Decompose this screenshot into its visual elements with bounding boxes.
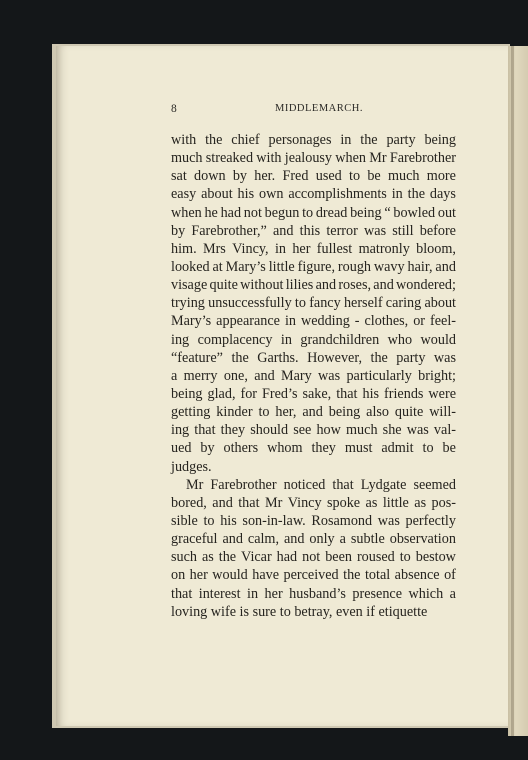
text-line: sible to his son-in-law. Rosamond was perfectly [171, 512, 456, 529]
page-header [171, 103, 456, 121]
page-gutter-line [511, 46, 514, 736]
text-line: loving wife is sure to betray, even if etiquette [171, 603, 428, 620]
text-line: with the chief personages in the party being [171, 132, 456, 148]
body-text [171, 131, 456, 621]
text-line: getting kinder to her, and being also quite will- [171, 404, 456, 421]
text-line: Mr Farebrother noticed that Lydgate seemed [186, 476, 456, 493]
paragraph [171, 131, 456, 476]
text-line: graceful and calm, and only a subtle observation [171, 531, 456, 548]
text-line: Mary’s appearance in wedding - clothes, or feel- [171, 313, 456, 330]
text-line: by Farebrother,” and this terror was still before [171, 222, 456, 239]
text-line: looked at Mary’s little figure, rough wavy hair, and [171, 258, 456, 275]
text-line: ued by others whom they must admit to be [171, 440, 456, 457]
text-line: easy about his own accomplishments in the days [171, 186, 456, 203]
text-line: such as the Vicar had not been roused to bestow [171, 549, 456, 566]
text-line: him. Mrs Vincy, in her fullest matronly bloom, [171, 240, 456, 257]
text-line: ing that they should see how much she was val- [171, 422, 456, 439]
text-line: trying unsuccessfully to fancy herself caring about [171, 295, 456, 312]
text-line: judges. [171, 458, 212, 475]
text-line: when he had not begun to dread being “ bowled out [171, 204, 456, 221]
running-title: MIDDLEMARCH. [275, 103, 363, 114]
text-line: being glad, for Fred’s sake, that his friends were [171, 385, 456, 402]
paragraph [171, 476, 456, 621]
text-line: much streaked with jealousy when Mr Farebrother [171, 150, 456, 167]
page-number: 8 [171, 103, 178, 115]
text-line: a merry one, and Mary was particularly bright; [171, 367, 456, 384]
text-line: that interest in her husband’s presence which a [171, 585, 456, 602]
text-line: visage quite without lilies and roses, and wondered; [171, 277, 456, 294]
text-line: sat down by her. Fred used to be much more [171, 168, 456, 185]
text-line: bored, and that Mr Vincy spoke as little as pos- [171, 494, 456, 511]
text-line: ing complacency in grandchildren who would [171, 331, 456, 348]
text-line: on her would have perceived the total absence of [171, 567, 456, 584]
text-line: “feature” the Garths. However, the party was [171, 349, 456, 366]
